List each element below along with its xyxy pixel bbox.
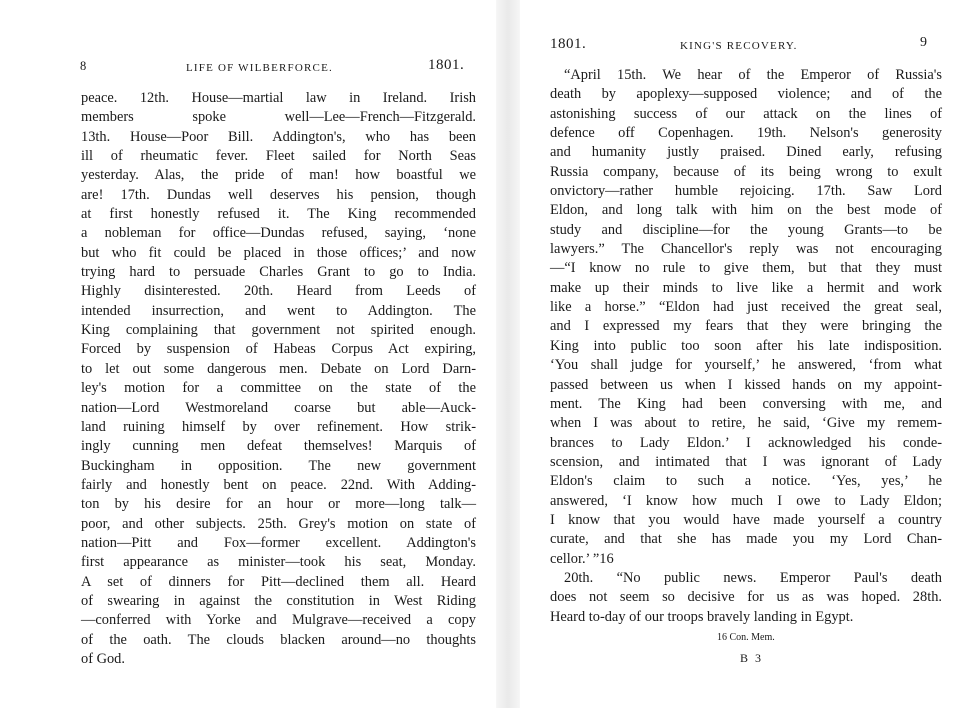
text-line: of swearing in against the constitution in West Riding [81, 592, 476, 609]
footnote: 16 Con. Mem. [717, 632, 775, 643]
text-line: curate, and that she has made you my Lord Chan- [550, 531, 942, 548]
text-line: and I expressed my fears that they were bringing the [550, 318, 942, 335]
text-line: ‘You shall judge for yourself,’ he answered, ‘from what [550, 357, 942, 374]
text-line: are! 17th. Dundas well deserves his pension, though [81, 186, 476, 203]
text-line: make up their minds to live like a hermit and work [550, 279, 942, 296]
text-line: land ruining himself by over refinement. How strik- [81, 418, 476, 435]
text-line: Highly disinterested. 20th. Heard from Leeds of [81, 283, 476, 300]
text-line: ingly cunning men defeat themselves! Marquis of [81, 438, 476, 455]
text-line: onvictory—rather humble rejoicing. 17th. Saw Lord [550, 183, 942, 200]
right-body-text [550, 66, 942, 627]
signature-mark: B 3 [740, 651, 764, 665]
text-line: 20th. “No public news. Emperor Paul's death [564, 569, 942, 586]
text-line: Eldon's claim to such a notice. ‘Yes, yes,’ he [550, 473, 942, 490]
text-line: A set of dinners for Pitt—declined them all. Heard [81, 573, 476, 590]
right-running-title: KING'S RECOVERY. [680, 40, 798, 52]
text-line: at first honestly refused it. The King recommended [81, 206, 476, 223]
text-line: “April 15th. We hear of the Emperor of Russia's [564, 67, 942, 83]
text-line: ment. The King had been conversing with me, and [550, 395, 942, 412]
text-line: poor, and other subjects. 25th. Grey's motion on state of [81, 515, 476, 532]
text-line: when I was about to retire, he said, ‘Give my remem- [550, 415, 942, 432]
text-line: King complaining that government not spirited enough. [81, 322, 476, 339]
left-year: 1801. [428, 57, 465, 73]
text-line: passed between us when I kissed hands on my appoint- [550, 376, 942, 393]
text-line: I know that you would have made yourself a country [550, 511, 942, 528]
text-line: Eldon, and long talk with him on the best mode of [550, 202, 942, 219]
text-line: Russia company, because of its being wrong to exult [550, 163, 942, 180]
text-line: a nobleman for office—Dundas refused, saying, ‘none [81, 225, 476, 242]
text-line: first appearance as minister—took his seat, Monday. [81, 554, 476, 571]
text-line: intended insurrection, and went to Addington. The [81, 302, 476, 319]
text-line: study and discipline—for the young Grants—to be [550, 221, 942, 238]
text-line: peace. 12th. House—martial law in Ireland. Irish [81, 90, 476, 106]
left-page-number: 8 [80, 59, 87, 73]
text-line: answered, ‘I know how much I owe to Lady Eldon; [550, 492, 942, 509]
text-line: and humanity justly praised. Dined early, refusing [550, 144, 942, 161]
book-gutter [496, 0, 520, 708]
left-body-text [81, 89, 476, 669]
right-year: 1801. [550, 36, 587, 52]
text-line: but who fit could be placed in those offices;’ and now [81, 244, 476, 261]
text-line: brances to Lady Eldon.’ I acknowledged his conde- [550, 434, 942, 451]
text-line: ley's motion for a committee on the state of the [81, 380, 476, 397]
text-line: —conferred with Yorke and Mulgrave—received a copy [81, 612, 476, 629]
text-line: defence off Copenhagen. 19th. Nelson's generosity [550, 125, 942, 142]
text-line: lawyers.” The Chancellor's reply was not encouraging [550, 241, 942, 258]
text-line: does not seem so decisive for us as was hoped. 28th. [550, 589, 942, 606]
text-line: scension, and intimated that I was ignorant of Lady [550, 453, 942, 470]
text-line: nation—Pitt and Fox—former excellent. Addington's [81, 534, 476, 551]
right-page-number: 9 [920, 35, 927, 50]
text-line: —“I know no rule to give them, but that they must [550, 260, 942, 277]
text-line: ton by his desire for an hour or more—long talk— [81, 496, 476, 513]
left-running-title: LIFE OF WILBERFORCE. [186, 62, 333, 74]
text-line: of God. [81, 650, 125, 667]
text-line: astonishing success of our attack on the lines of [550, 105, 942, 122]
text-line: cellor.’ ”16 [550, 550, 614, 567]
text-line: King into public too soon after his late indisposition. [550, 337, 942, 354]
text-line: 13th. House—Poor Bill. Addington's, who has been [81, 128, 476, 145]
text-line: like a horse.” “Eldon had just received the great seal, [550, 299, 942, 316]
text-line: fairly and honestly bent on peace. 22nd. With Adding- [81, 476, 476, 493]
text-line: members spoke well—Lee—French—Fitzgerald. [81, 109, 476, 126]
text-line: death by apoplexy—supposed violence; and of the [550, 86, 942, 103]
text-line: yesterday. Alas, the pride of man! how boastful we [81, 167, 476, 184]
text-line: Heard to-day of our troops bravely landing in Egypt. [550, 608, 854, 625]
text-line: of the oath. The clouds blacken around—no thoughts [81, 631, 476, 648]
text-line: ill of rheumatic fever. Fleet sailed for North Seas [81, 148, 476, 165]
right-page [520, 0, 980, 708]
text-line: trying hard to persuade Charles Grant to go to India. [81, 264, 476, 281]
text-line: to let out some dangerous men. Debate on Lord Darn- [81, 360, 476, 377]
text-line: Forced by suspension of Habeas Corpus Act expiring, [81, 341, 476, 358]
text-line: nation—Lord Westmoreland coarse but able—Auck- [81, 399, 476, 416]
text-line: Buckingham in opposition. The new government [81, 457, 476, 474]
